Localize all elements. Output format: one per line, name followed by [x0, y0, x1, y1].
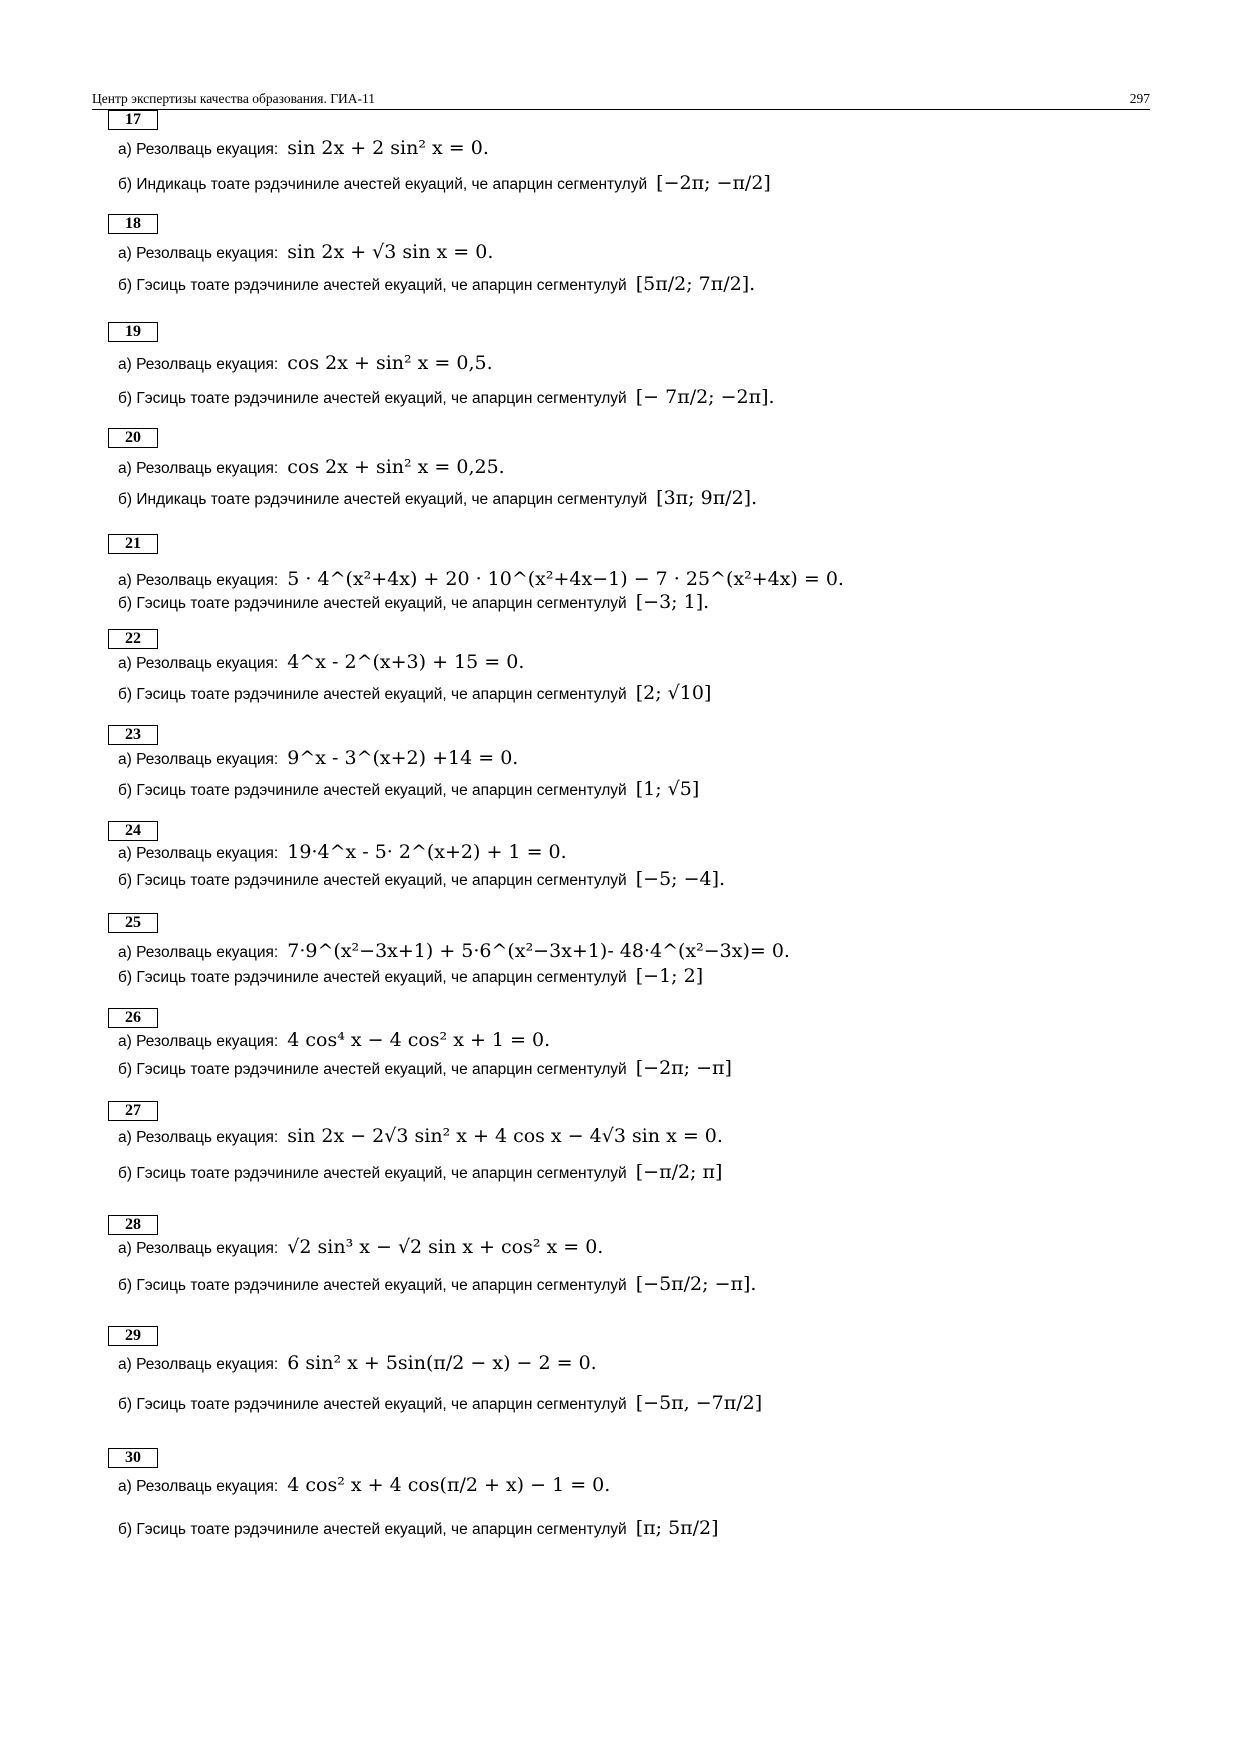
- part-b: [118, 774, 699, 806]
- part-a-label: а) Резолваць екуация:: [118, 1033, 279, 1050]
- part-a-label: а) Резолваць екуация:: [118, 655, 279, 672]
- part-b-label: б) Гэсиць тоате рэдэчиниле ачестей екуаций, че апарцин сегментулуй: [118, 686, 627, 703]
- page-header: [92, 91, 1150, 109]
- task-number: 22: [108, 629, 158, 649]
- part-b-expression: [2; √10]: [629, 682, 712, 704]
- part-a-expression: 5 · 4^(x²+4x) + 20 · 10^(x²+4x−1) − 7 · 25^(x²+4x) = 0.: [281, 568, 844, 590]
- part-b-expression: [−1; 2]: [629, 965, 704, 987]
- part-a-label: а) Резолваць екуация:: [118, 1240, 279, 1257]
- part-b-expression: [−5; −4].: [629, 868, 726, 890]
- page-number: 297: [1129, 91, 1150, 106]
- part-a-expression: 6 sin² x + 5sin(π/2 − x) − 2 = 0.: [281, 1352, 597, 1374]
- part-b-label: б) Гэсиць тоате рэдэчиниле ачестей екуаций, че апарцин сегментулуй: [118, 277, 627, 294]
- part-a-label: а) Резолваць екуация:: [118, 356, 279, 373]
- part-b-expression: [3π; 9π/2].: [650, 487, 758, 509]
- part-b: [118, 678, 711, 710]
- task-number: 19: [108, 322, 158, 342]
- part-b-label: б) Гэсиць тоате рэдэчиниле ачестей екуаций, че апарцин сегментулуй: [118, 1277, 627, 1294]
- task-number: 28: [108, 1215, 158, 1235]
- part-b-label: б) Индикаць тоате рэдэчиниле ачестей екуаций, че апарцин сегментулуй: [118, 176, 648, 193]
- part-a-expression: 4 cos⁴ x − 4 cos² x + 1 = 0.: [281, 1029, 551, 1051]
- part-a: [118, 133, 489, 165]
- task-number: 27: [108, 1101, 158, 1121]
- part-b-label: б) Гэсиць тоате рэдэчиниле ачестей екуаций, че апарцин сегментулуй: [118, 872, 627, 889]
- part-b-label: б) Гэсиць тоате рэдэчиниле ачестей екуаций, че апарцин сегментулуй: [118, 969, 627, 986]
- part-a-label: а) Резолваць екуация:: [118, 1356, 279, 1373]
- part-b: [118, 1053, 732, 1085]
- part-b: [118, 382, 775, 414]
- part-a: [118, 1470, 610, 1502]
- part-a: [118, 452, 505, 484]
- part-b-expression: [5π/2; 7π/2].: [629, 273, 756, 295]
- task-number: 26: [108, 1008, 158, 1028]
- part-a: [118, 743, 518, 775]
- part-a-label: а) Резолваць екуация:: [118, 245, 279, 262]
- task-number: 29: [108, 1326, 158, 1346]
- part-b-expression: [−5π, −7π/2]: [629, 1392, 763, 1414]
- part-a-label: а) Резолваць екуация:: [118, 944, 279, 961]
- part-b: [118, 1513, 719, 1545]
- part-b-label: б) Индикаць тоате рэдэчиниле ачестей екуаций, че апарцин сегментулуй: [118, 491, 648, 508]
- part-a-expression: cos 2x + sin² x = 0,5.: [281, 352, 493, 374]
- part-a-expression: sin 2x + √3 sin x = 0.: [281, 241, 494, 263]
- part-b-label: б) Гэсиць тоате рэдэчиниле ачестей екуаций, че апарцин сегментулуй: [118, 782, 627, 799]
- part-b-expression: [−2π; −π/2]: [650, 172, 771, 194]
- task-number: 20: [108, 428, 158, 448]
- part-a: [118, 1121, 723, 1153]
- part-b-label: б) Гэсиць тоате рэдэчиниле ачестей екуаций, че апарцин сегментулуй: [118, 390, 627, 407]
- part-a-label: а) Резолваць екуация:: [118, 141, 279, 158]
- part-a-label: а) Резолваць екуация:: [118, 845, 279, 862]
- part-b: [118, 961, 703, 993]
- part-b-expression: [−π/2; π]: [629, 1161, 723, 1183]
- part-b: [118, 1269, 756, 1301]
- part-b-expression: [1; √5]: [629, 778, 700, 800]
- part-a: [118, 1232, 603, 1264]
- part-a-expression: sin 2x − 2√3 sin² x + 4 cos x − 4√3 sin x = 0.: [281, 1125, 723, 1147]
- header-rule: [92, 109, 1150, 110]
- part-a-expression: √2 sin³ x − √2 sin x + cos² x = 0.: [281, 1236, 604, 1258]
- part-a-label: а) Резолваць екуация:: [118, 751, 279, 768]
- part-b-label: б) Гэсиць тоате рэдэчиниле ачестей екуаций, че апарцин сегментулуй: [118, 1061, 627, 1078]
- part-a-label: а) Резолваць екуация:: [118, 460, 279, 477]
- header-title: Центр экспертизы качества образования. ГИА-11: [92, 91, 375, 106]
- part-b-label: б) Гэсиць тоате рэдэчиниле ачестей екуаций, че апарцин сегментулуй: [118, 1521, 627, 1538]
- part-b: [118, 168, 771, 200]
- part-b: [118, 1157, 722, 1189]
- part-b-expression: [−3; 1].: [629, 591, 710, 613]
- part-b-expression: [− 7π/2; −2π].: [629, 386, 775, 408]
- part-a-expression: 19·4^x - 5· 2^(x+2) + 1 = 0.: [281, 841, 567, 863]
- part-b-expression: [−5π/2; −π].: [629, 1273, 757, 1295]
- task-number: 17: [108, 110, 158, 130]
- part-a-expression: 4 cos² x + 4 cos(π/2 + x) − 1 = 0.: [281, 1474, 611, 1496]
- task-number: 21: [108, 534, 158, 554]
- part-a-expression: 4^x - 2^(x+3) + 15 = 0.: [281, 651, 525, 673]
- part-a-expression: 7·9^(x²−3x+1) + 5·6^(x²−3x+1)- 48·4^(x²−3x)= 0.: [281, 940, 790, 962]
- part-b: [118, 587, 709, 619]
- part-a-label: а) Резолваць екуация:: [118, 1129, 279, 1146]
- part-b: [118, 483, 757, 515]
- part-b: [118, 864, 725, 896]
- part-b: [118, 269, 755, 301]
- task-number: 18: [108, 214, 158, 234]
- part-a: [118, 237, 493, 269]
- part-a-label: а) Резолваць екуация:: [118, 1478, 279, 1495]
- part-b-expression: [π; 5π/2]: [629, 1517, 719, 1539]
- part-a-expression: 9^x - 3^(x+2) +14 = 0.: [281, 747, 519, 769]
- part-b-expression: [−2π; −π]: [629, 1057, 732, 1079]
- part-b-label: б) Гэсиць тоате рэдэчиниле ачестей екуаций, че апарцин сегментулуй: [118, 1165, 627, 1182]
- part-b: [118, 1388, 762, 1420]
- task-number: 24: [108, 821, 158, 841]
- part-a-label: а) Резолваць екуация:: [118, 572, 279, 589]
- part-a: [118, 647, 524, 679]
- part-a: [118, 348, 493, 380]
- part-a: [118, 1348, 597, 1380]
- part-b-label: б) Гэсиць тоате рэдэчиниле ачестей екуаций, че апарцин сегментулуй: [118, 1396, 627, 1413]
- task-number: 30: [108, 1448, 158, 1468]
- task-number: 25: [108, 913, 158, 933]
- part-a-expression: cos 2x + sin² x = 0,25.: [281, 456, 505, 478]
- task-number: 23: [108, 725, 158, 745]
- part-b-label: б) Гэсиць тоате рэдэчиниле ачестей екуаций, че апарцин сегментулуй: [118, 595, 627, 612]
- part-a-expression: sin 2x + 2 sin² x = 0.: [281, 137, 489, 159]
